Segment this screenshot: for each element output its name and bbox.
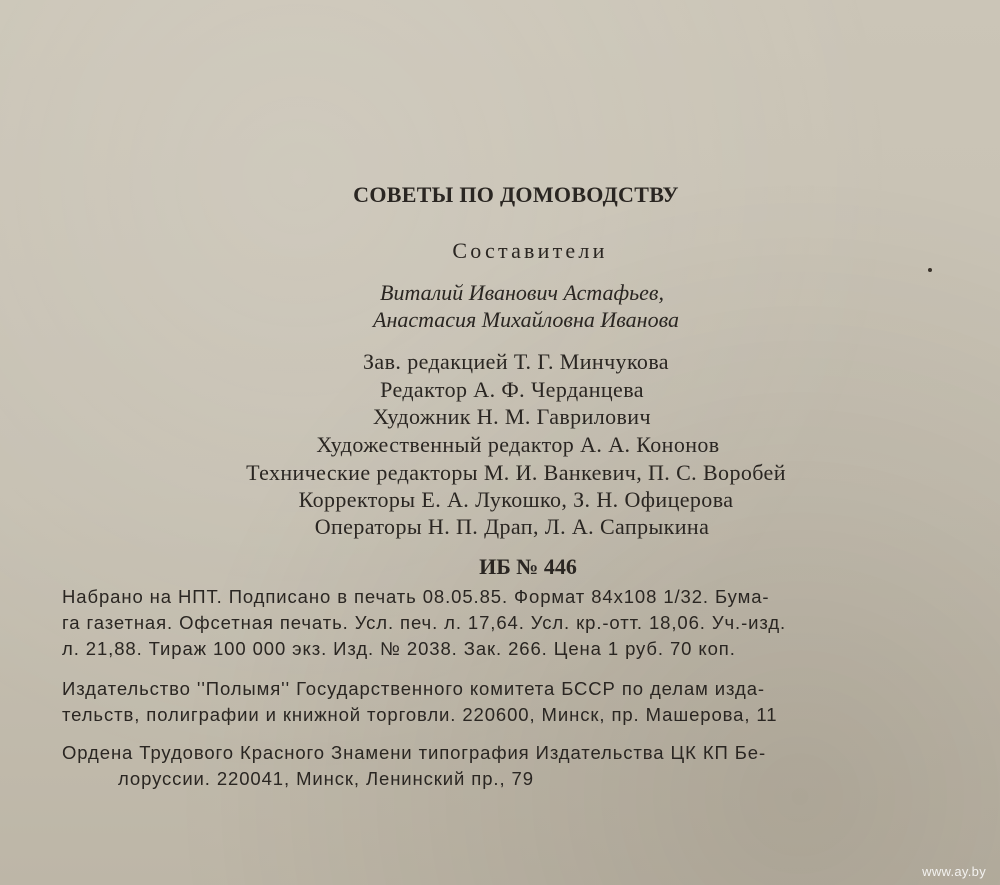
compilers-label: Составители: [452, 238, 608, 263]
author-line: Анастасия Михайловна Иванова: [373, 307, 679, 332]
staff-credit: Операторы Н. П. Драп, Л. А. Сапрыкина: [314, 514, 710, 539]
imprint-line: тельств, полиграфии и книжной торговли. 220600, Минск, пр. Машерова, 11: [62, 704, 778, 725]
ib-number: ИБ № 446: [479, 554, 577, 579]
imprint-line: га газетная. Офсетная печать. Усл. печ. л. 17,64. Усл. кр.-отт. 18,06. Уч.-изд.: [62, 612, 787, 633]
staff-credit: Корректоры Е. А. Лукошко, З. Н. Офицерова: [298, 487, 734, 512]
staff-credit: Редактор А. Ф. Черданцева: [380, 377, 644, 402]
paper-speck: [928, 268, 932, 272]
imprint-line: Издательство ''Полымя'' Государственного комитета БССР по делам изда-: [62, 678, 765, 699]
imprint-line: Ордена Трудового Красного Знамени типография Издательства ЦК КП Бе-: [62, 742, 767, 763]
staff-credit: Художник Н. М. Гаврилович: [373, 404, 651, 429]
staff-credit: Зав. редакцией Т. Г. Минчукова: [363, 349, 669, 374]
staff-credit: Художественный редактор А. А. Кононов: [316, 432, 720, 457]
imprint-line: лоруссии. 220041, Минск, Ленинский пр., 79: [118, 768, 534, 789]
staff-credit: Технические редакторы М. И. Ванкевич, П. С. Воробей: [246, 460, 786, 485]
imprint-line: л. 21,88. Тираж 100 000 экз. Изд. № 2038. Зак. 266. Цена 1 руб. 70 коп.: [62, 638, 736, 659]
watermark: www.ay.by: [922, 864, 986, 879]
imprint-line: Набрано на НПТ. Подписано в печать 08.05.85. Формат 84х108 1/32. Бума-: [62, 586, 770, 607]
author-line: Виталий Иванович Астафьев,: [380, 280, 664, 305]
book-title: СОВЕТЫ ПО ДОМОВОДСТВУ: [353, 182, 679, 207]
